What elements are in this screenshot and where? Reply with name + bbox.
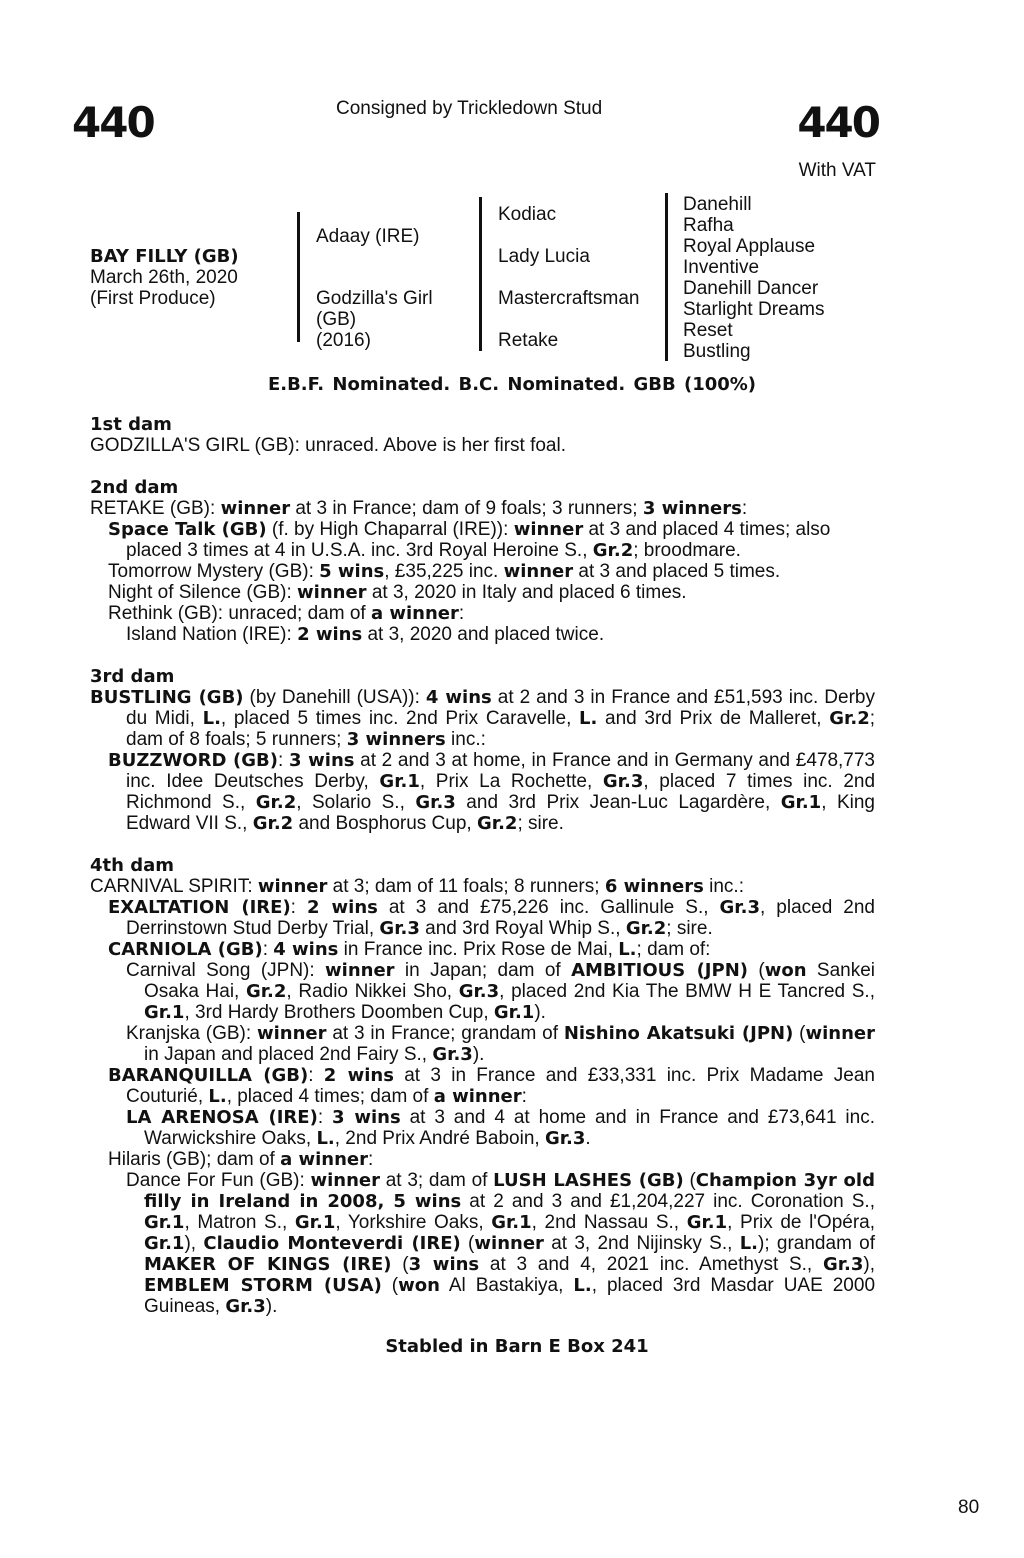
produce-entry: Rethink (GB): unraced; dam of a winner:: [108, 603, 465, 624]
pedigree-grandparent: Lady Lucia: [498, 246, 590, 267]
pedigree-great-grandparent: Royal Applause: [683, 236, 816, 257]
produce-entry: BARANQUILLA (GB): 2 wins at 3 in France and £33,331 inc. Prix Madame Jean Couturié, L., placed 4 times; dam of a winner:: [108, 1065, 875, 1107]
pedigree-grandparent: Mastercraftsman: [498, 288, 640, 309]
vat-note: With VAT: [798, 160, 876, 181]
pedigree-sire: Adaay (IRE): [316, 226, 420, 247]
produce-entry: Night of Silence (GB): winner at 3, 2020 in Italy and placed 6 times.: [108, 582, 687, 603]
first-dam-section: [90, 414, 875, 456]
pedigree-great-grandparent: Bustling: [683, 341, 751, 362]
produce-entry: CARNIOLA (GB): 4 wins in France inc. Prix Rose de Mai, L.; dam of:: [108, 939, 711, 960]
second-dam-section: [90, 477, 875, 645]
pedigree-great-grandparent: Starlight Dreams: [683, 299, 825, 320]
foaling-date: March 26th, 2020: [90, 267, 238, 288]
consignor: Consigned by Trickledown Stud: [336, 98, 603, 119]
pedigree-great-grandparent: Danehill Dancer: [683, 278, 819, 299]
section-heading: 3rd dam: [90, 666, 175, 687]
produce-entry: Dance For Fun (GB): winner at 3; dam of LUSH LASHES (GB) (Champion 3yr old filly in Ireland in 2008, 5 wins at 2 and 3 and £1,204,227 inc. Coronation S., Gr.1, Matron S., Gr.1, Yorkshire Oaks, Gr.1, 2nd Nassau S., Gr.1, Prix de l'Opéra, Gr.1), Claudio Monteverdi (IRE) (winner at 3, 2nd Nijinsky S., L.); grandam of MAKER OF KINGS (IRE) (3 wins at 3 and 4, 2021 inc. Amethyst S., Gr.3), EMBLEM STORM (USA) (won Al Bastakiya, L., placed 3rd Masdar UAE 2000 Guineas, Gr.3).: [126, 1170, 876, 1317]
pedigree-grandparent: Retake: [498, 330, 559, 351]
catalogue-entry: [90, 414, 875, 1338]
pedigree-great-grandparent: Danehill: [683, 194, 752, 215]
horse-info: [90, 246, 239, 309]
produce-entry: Space Talk (GB) (f. by High Chaparral (IRE)): winner at 3 and placed 4 times; also placed 3 times at 4 in U.S.A. inc. 3rd Royal Heroine S., Gr.2; broodmare.: [108, 519, 831, 561]
dam-entry: CARNIVAL SPIRIT: winner at 3; dam of 11 foals; 8 runners; 6 winners inc.:: [90, 876, 744, 897]
pedigree-great-grandparent: Inventive: [683, 257, 760, 278]
pedigree-bracket-1: [297, 212, 300, 342]
pedigree-dam-line3: (2016): [316, 330, 371, 351]
third-dam-section: [90, 666, 875, 834]
section-heading: 1st dam: [90, 414, 172, 435]
produce-entry: BUZZWORD (GB): 3 wins at 2 and 3 at home, in France and in Germany and £478,773 inc. Idee Deutsches Derby, Gr.1, Prix La Rochette, Gr.3, placed 7 times inc. 2nd Richmond S., Gr.2, Solario S., Gr.3 and 3rd Prix Jean-Luc Lagardère, Gr.1, King Edward VII S., Gr.2 and Bosphorus Cup, Gr.2; sire.: [108, 750, 876, 834]
produce-entry: Carnival Song (JPN): winner in Japan; dam of AMBITIOUS (JPN) (won Sankei Osaka Hai, Gr.2, Radio Nikkei Sho, Gr.3, placed 2nd Kia The BMW H E Tancred S., Gr.1, 3rd Hardy Brothers Doomben Cup, Gr.1).: [126, 960, 876, 1023]
pedigree-bracket-3: [665, 193, 668, 361]
pedigree-grandparent: Kodiac: [498, 204, 557, 225]
produce-entry: Tomorrow Mystery (GB): 5 wins, £35,225 inc. winner at 3 and placed 5 times.: [108, 561, 781, 582]
pedigree-great-grandparent: Rafha: [683, 215, 734, 236]
produce-entry: Kranjska (GB): winner at 3 in France; grandam of Nishino Akatsuki (JPN) (winner in Japan and placed 2nd Fairy S., Gr.3).: [126, 1023, 875, 1065]
lot-number-right: 440: [797, 98, 879, 147]
dam-entry: BUSTLING (GB) (by Danehill (USA)): 4 wins at 2 and 3 in France and £51,593 inc. Derby du Midi, L., placed 5 times inc. 2nd Prix Caravelle, L. and 3rd Prix de Malleret, Gr.2; dam of 8 foals; 5 runners; 3 winners inc.:: [90, 687, 875, 750]
pedigree-dam-line1: Godzilla's Girl: [316, 288, 433, 309]
pedigree-dam-line2: (GB): [316, 309, 357, 330]
produce-entry: Hilaris (GB); dam of a winner:: [108, 1149, 374, 1170]
horse-name: BAY FILLY (GB): [90, 246, 239, 267]
fourth-dam-section: [90, 855, 875, 1317]
section-heading: 4th dam: [90, 855, 174, 876]
produce-entry: Island Nation (IRE): 2 wins at 3, 2020 and placed twice.: [126, 624, 605, 645]
produce-note: (First Produce): [90, 288, 216, 309]
page-number: 80: [958, 1497, 980, 1518]
section-heading: 2nd dam: [90, 477, 179, 498]
pedigree-great-grandparent: Reset: [683, 320, 733, 341]
dam-entry: RETAKE (GB): winner at 3 in France; dam of 9 foals; 3 runners; 3 winners:: [90, 498, 748, 519]
pedigree-bracket-2: [479, 197, 482, 351]
dam-entry: GODZILLA'S GIRL (GB): unraced. Above is her first foal.: [90, 435, 566, 456]
nominations: E.B.F. Nominated. B.C. Nominated. GBB (100%): [267, 374, 757, 395]
produce-entry: LA ARENOSA (IRE): 3 wins at 3 and 4 at home and in France and £73,641 inc. Warwickshire Oaks, L., 2nd Prix André Baboin, Gr.3.: [126, 1107, 875, 1149]
lot-number-left: 440: [72, 98, 154, 147]
produce-entry: EXALTATION (IRE): 2 wins at 3 and £75,226 inc. Gallinule S., Gr.3, placed 2nd Derrinstown Stud Derby Trial, Gr.3 and 3rd Royal Whip S., Gr.2; sire.: [108, 897, 875, 939]
stabling-note: Stabled in Barn E Box 241: [385, 1336, 649, 1357]
